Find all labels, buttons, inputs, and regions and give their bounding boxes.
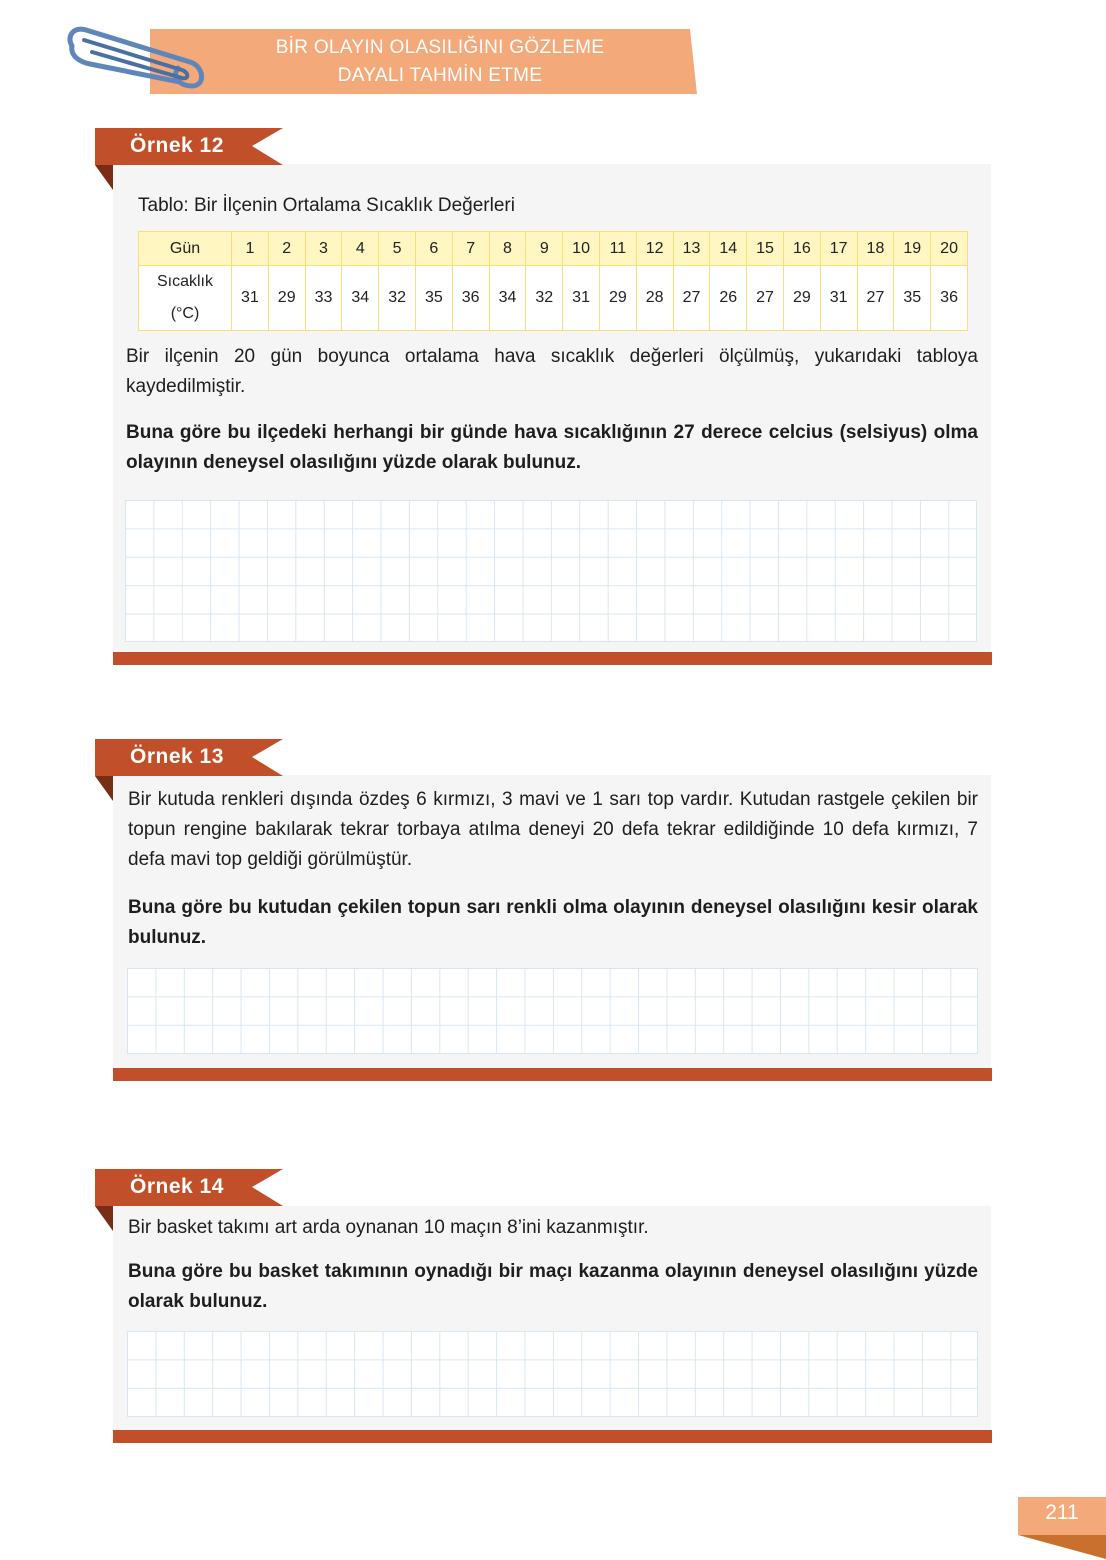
temperature-cell: 32 (526, 266, 563, 331)
example-12-label: Örnek 12 (130, 134, 224, 157)
page-title-line-1: BİR OLAYIN OLASILIĞINI GÖZLEME (275, 37, 605, 58)
temperature-cell: 36 (931, 266, 968, 331)
temperature-cell: 27 (673, 266, 710, 331)
day-cell: 6 (415, 232, 452, 266)
example-12-paragraph: Bir ilçenin 20 gün boyunca ortalama hava sıcaklık değerleri ölçülmüş, yukarıdaki tabloya kaydedilmiştir. (126, 346, 978, 397)
day-cell: 12 (636, 232, 673, 266)
example-14-question: Buna göre bu basket takımının oynadığı bir maçı kazanma olayının deneysel olasılığını yüzde olarak bulunuz. (128, 1261, 978, 1312)
temperature-cell: 33 (305, 266, 342, 331)
temperature-cell: 31 (563, 266, 600, 331)
temperature-table (138, 231, 968, 331)
example-14-label: Örnek 14 (130, 1175, 224, 1198)
temperature-cell: 31 (232, 266, 269, 331)
day-cell: 5 (379, 232, 416, 266)
example-12-answer-grid[interactable] (125, 500, 977, 642)
temperature-cell: 29 (268, 266, 305, 331)
table-caption: Tablo: Bir İlçenin Ortalama Sıcaklık Değerleri (138, 195, 515, 216)
example-12-bottom-bar (113, 652, 992, 665)
temperature-cell: 26 (710, 266, 747, 331)
page-title (205, 34, 675, 90)
page-title-line-2: DAYALI TAHMİN ETME (337, 65, 543, 86)
temperature-cell: 34 (342, 266, 379, 331)
temperature-cell: 36 (452, 266, 489, 331)
example-14-paragraph: Bir basket takımı art arda oynanan 10 maçın 8’ini kazanmıştır. (128, 1217, 649, 1238)
day-cell: 18 (857, 232, 894, 266)
temperature-cell: 27 (857, 266, 894, 331)
example-14-answer-grid[interactable] (127, 1331, 978, 1417)
example-14-bottom-bar (113, 1430, 992, 1443)
day-cell: 14 (710, 232, 747, 266)
temperature-cell: 32 (379, 266, 416, 331)
example-13-tag (95, 739, 285, 776)
example-13-question: Buna göre bu kutudan çekilen topun sarı renkli olma olayının deneysel olasılığını kesir olarak bulunuz. (128, 897, 978, 948)
temperature-cell: 31 (820, 266, 857, 331)
day-cell: 13 (673, 232, 710, 266)
temperature-cell: 29 (783, 266, 820, 331)
temperature-row (139, 266, 968, 331)
day-cell: 10 (563, 232, 600, 266)
example-12-tag (95, 128, 285, 165)
day-row-label: Gün (139, 232, 232, 266)
example-14-tag (95, 1169, 285, 1206)
day-cell: 9 (526, 232, 563, 266)
temperature-cell: 35 (894, 266, 931, 331)
example-13-answer-grid[interactable] (127, 968, 978, 1054)
paperclip-icon (62, 18, 212, 98)
example-12-question: Buna göre bu ilçedeki herhangi bir günde hava sıcaklığının 27 derece celcius (selsiyus) olma olayının deneysel olasılığını yüzde olarak bulunuz. (126, 422, 978, 473)
day-cell: 16 (783, 232, 820, 266)
day-cell: 3 (305, 232, 342, 266)
example-13-bottom-bar (113, 1068, 992, 1081)
temperature-cell: 28 (636, 266, 673, 331)
temperature-cell: 34 (489, 266, 526, 331)
day-cell: 20 (931, 232, 968, 266)
page-corner-fold (1018, 1535, 1106, 1559)
day-cell: 1 (232, 232, 269, 266)
example-13-paragraph: Bir kutuda renkleri dışında özdeş 6 kırmızı, 3 mavi ve 1 sarı top vardır. Kutudan rastgele çekilen bir topun rengine bakılarak tekrar torbaya atılma deneyi 20 defa tekrar edildiğinde 10 defa kırmızı, 7 defa mavi top geldiği görülmüştür. (128, 789, 978, 870)
day-cell: 4 (342, 232, 379, 266)
temperature-label-line-2: (°C) (170, 305, 200, 322)
day-cell: 2 (268, 232, 305, 266)
day-row (139, 232, 968, 266)
day-cell: 17 (820, 232, 857, 266)
day-cell: 11 (599, 232, 636, 266)
temperature-cell: 29 (599, 266, 636, 331)
day-cell: 19 (894, 232, 931, 266)
temperature-label-line-1: Sıcaklık (156, 273, 213, 290)
temperature-cell: 27 (747, 266, 784, 331)
day-cell: 8 (489, 232, 526, 266)
page-number: 211 (1045, 1501, 1079, 1524)
temperature-cell: 35 (415, 266, 452, 331)
temperature-row-label (139, 266, 232, 331)
day-cell: 7 (452, 232, 489, 266)
day-cell: 15 (747, 232, 784, 266)
example-13-label: Örnek 13 (130, 745, 224, 768)
